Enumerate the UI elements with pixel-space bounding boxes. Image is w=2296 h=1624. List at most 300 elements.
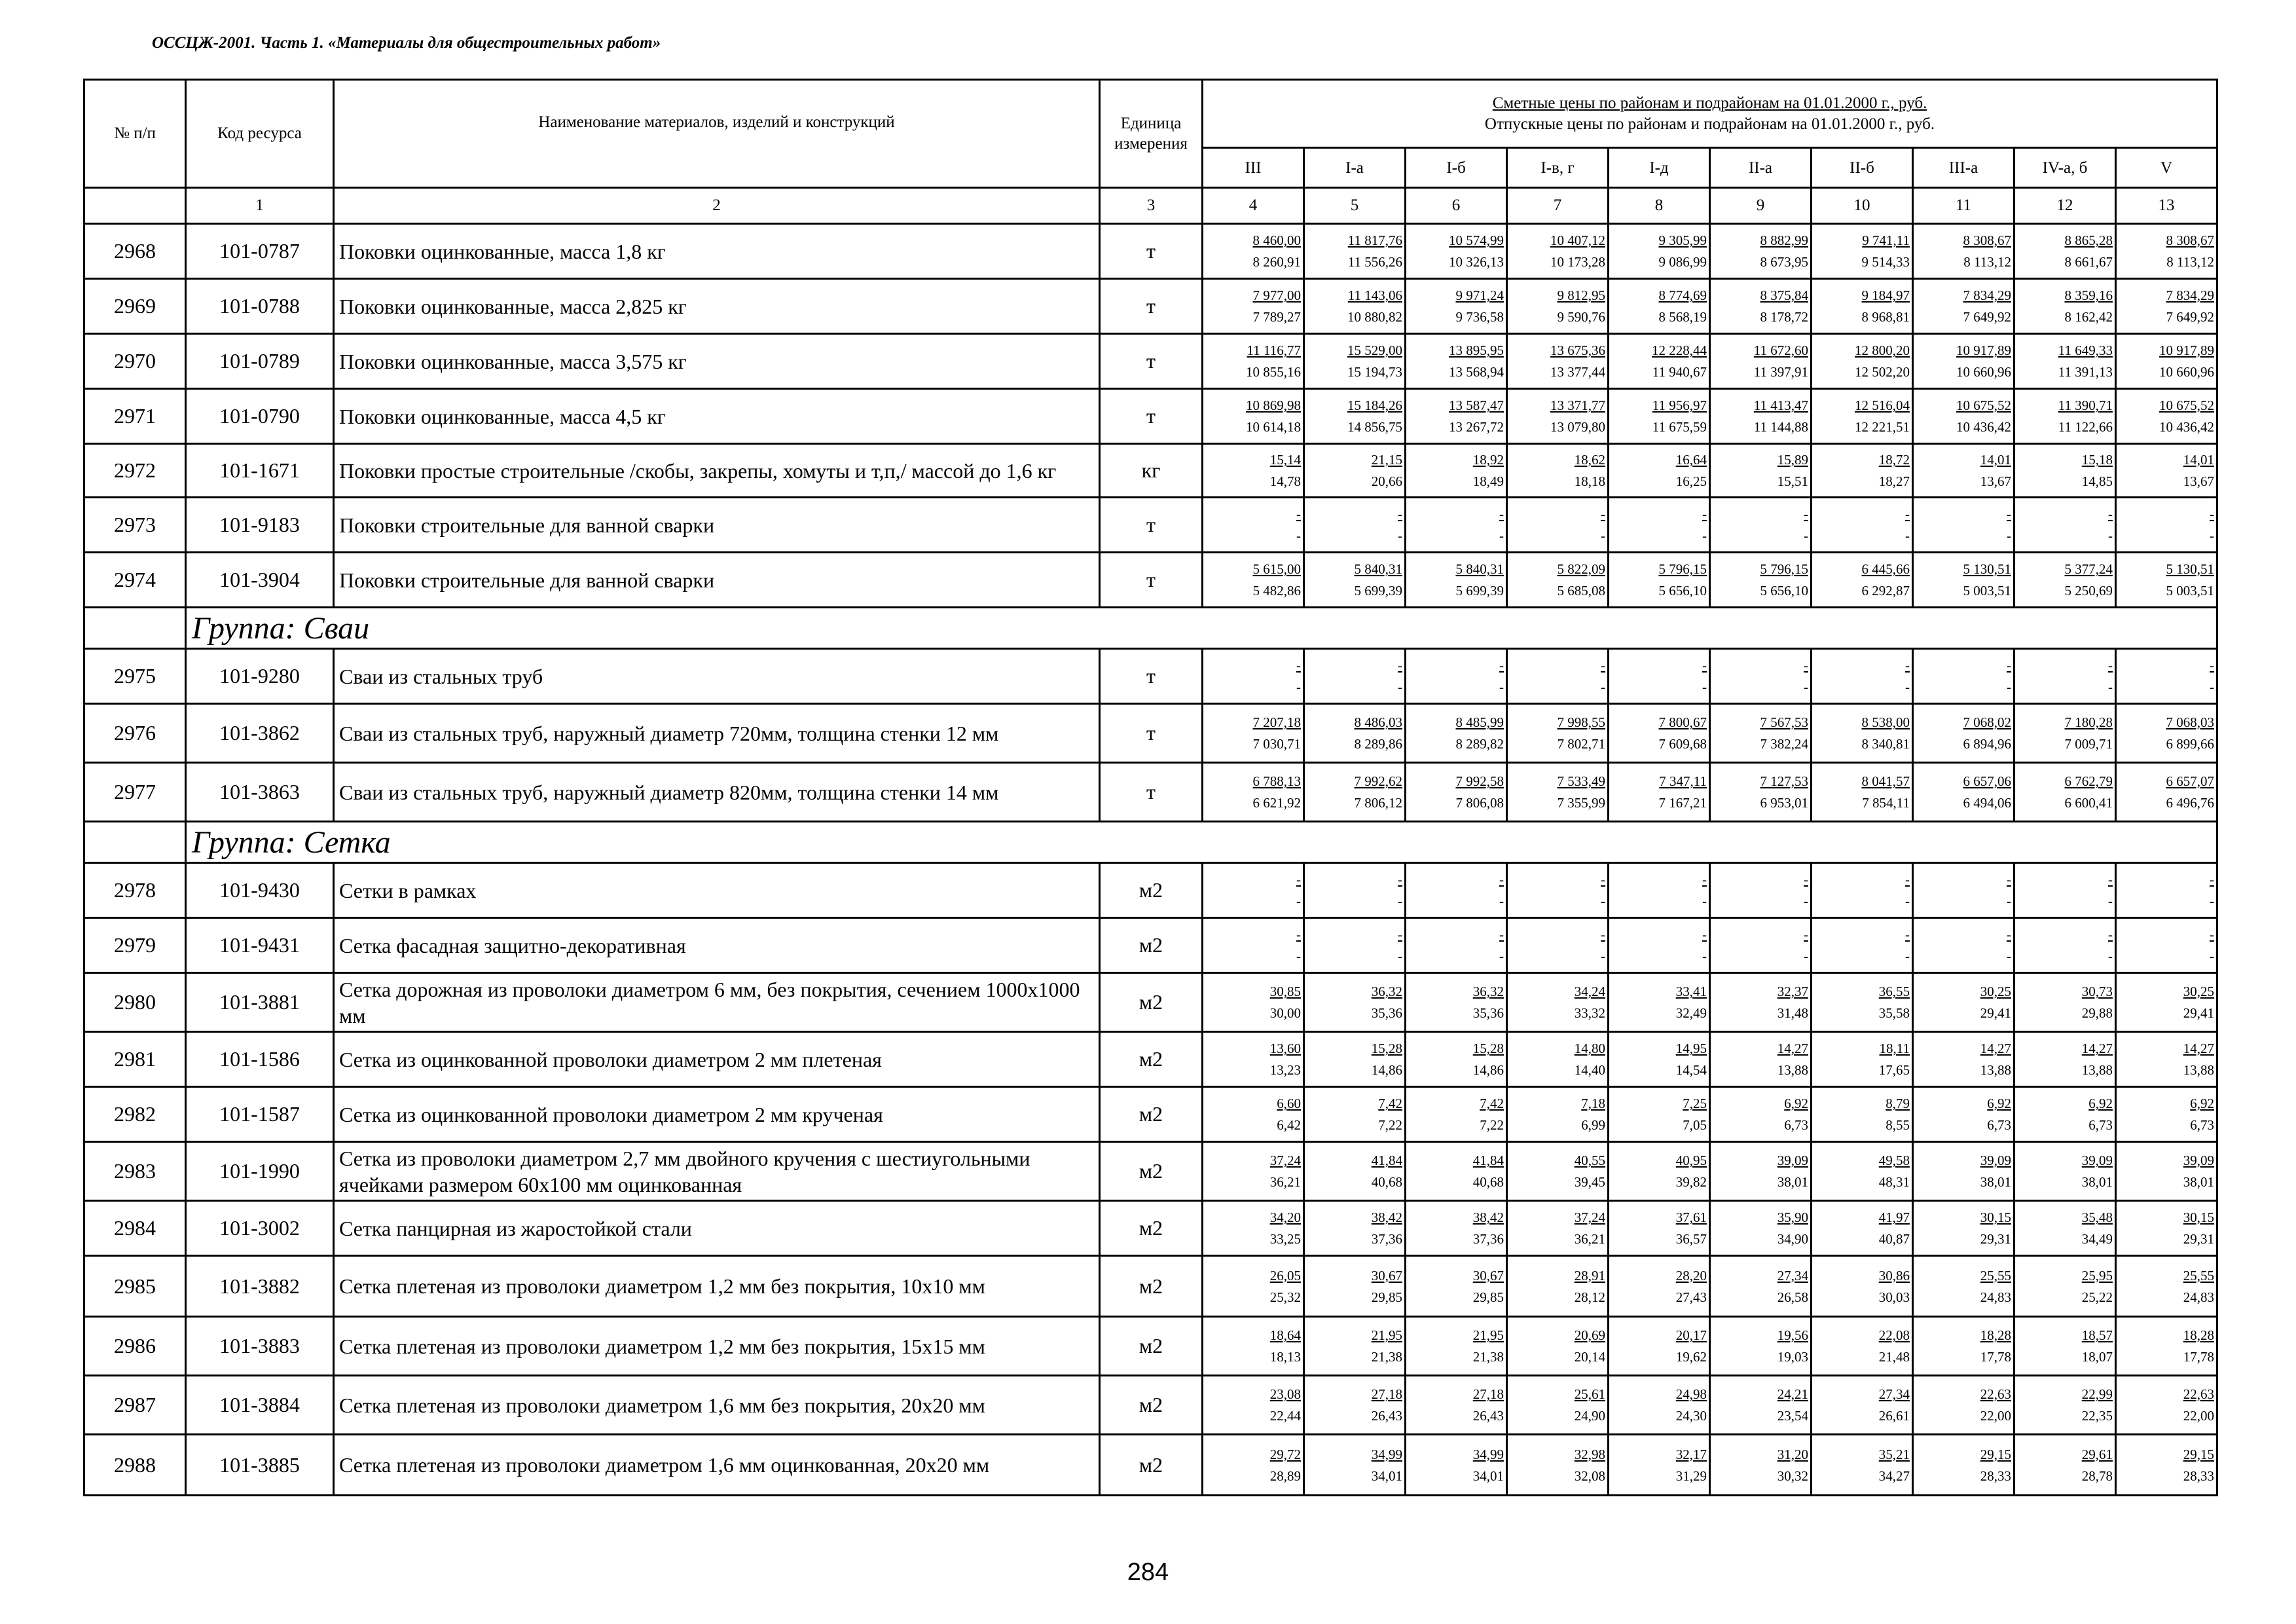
release-price: 36,57 <box>1675 1231 1707 1247</box>
price-cell <box>1812 444 1913 498</box>
release-price: - <box>2210 528 2215 544</box>
price-cell <box>1304 1201 1406 1256</box>
price-cell <box>2014 389 2116 444</box>
release-price: 14,40 <box>1574 1062 1605 1078</box>
resource-code: 101-3863 <box>186 763 334 822</box>
price-cell <box>2014 1376 2116 1435</box>
estimate-price: - <box>1398 927 1402 942</box>
price-cell <box>1304 973 1406 1032</box>
estimate-price: 31,20 <box>1777 1446 1808 1462</box>
resource-code: 101-1990 <box>186 1142 334 1201</box>
release-price: 24,90 <box>1574 1408 1605 1424</box>
estimate-price: - <box>2210 657 2215 673</box>
release-price: 10 326,13 <box>1449 254 1504 270</box>
price-cell <box>1406 1376 1507 1435</box>
table-row <box>84 224 2217 279</box>
estimate-price: 6,60 <box>1277 1096 1301 1111</box>
estimate-price: 5 822,09 <box>1557 561 1605 577</box>
resource-code: 101-3882 <box>186 1256 334 1317</box>
price-cell <box>1304 334 1406 389</box>
header-code: Код ресурса <box>186 80 334 188</box>
material-name: Поковки простые строительные /скобы, закрепы, хомуты и т,п,/ массой до 1,6 кг <box>334 444 1100 498</box>
estimate-price: 6,92 <box>1987 1096 2011 1111</box>
release-price: 6,73 <box>1987 1117 2011 1133</box>
estimate-price: - <box>2210 872 2215 887</box>
row-number: 2979 <box>84 918 186 973</box>
price-cell <box>1710 389 1812 444</box>
estimate-price: 10 917,89 <box>1956 342 2011 358</box>
release-price: 6,99 <box>1581 1117 1605 1133</box>
estimate-price: 21,95 <box>1371 1327 1402 1343</box>
estimate-price: 5 840,31 <box>1354 561 1402 577</box>
price-cell <box>1203 918 1304 973</box>
release-price: 24,83 <box>2183 1289 2215 1305</box>
resource-code: 101-1586 <box>186 1032 334 1087</box>
price-cell <box>2116 1435 2217 1496</box>
estimate-price: - <box>1702 872 1707 887</box>
release-price: 25,32 <box>1269 1289 1301 1305</box>
estimate-price: 25,95 <box>2081 1267 2113 1283</box>
release-price: 14,54 <box>1675 1062 1707 1078</box>
estimate-price: 30,67 <box>1472 1267 1504 1283</box>
unit-of-measure: кг <box>1100 444 1203 498</box>
price-cell <box>2014 973 2116 1032</box>
estimate-price: - <box>1499 927 1504 942</box>
release-price: 36,21 <box>1574 1231 1605 1247</box>
table-row <box>84 918 2217 973</box>
table-row <box>84 763 2217 822</box>
estimate-price: 12 800,20 <box>1855 342 1910 358</box>
release-price: 29,85 <box>1472 1289 1504 1305</box>
price-cell <box>1812 1142 1913 1201</box>
estimate-price: 39,09 <box>1777 1153 1808 1168</box>
release-price: 21,38 <box>1472 1349 1504 1365</box>
price-cell <box>2014 1317 2116 1376</box>
release-price: 7,22 <box>1378 1117 1402 1133</box>
price-cell <box>2116 334 2217 389</box>
price-cell <box>1812 763 1913 822</box>
release-price: - <box>1601 948 1605 964</box>
release-price: 40,68 <box>1472 1174 1504 1190</box>
estimate-price: 8 359,16 <box>2064 287 2113 303</box>
estimate-price: 6,92 <box>1784 1096 1808 1111</box>
estimate-price: 8 308,67 <box>2166 232 2215 248</box>
estimate-price: - <box>2108 657 2113 673</box>
price-cell <box>1406 863 1507 918</box>
price-cell <box>1406 389 1507 444</box>
unit-of-measure: т <box>1100 704 1203 763</box>
release-price: - <box>2210 679 2215 695</box>
estimate-price: 8 460,00 <box>1252 232 1301 248</box>
release-price: - <box>1398 893 1402 909</box>
price-cell <box>2014 1032 2116 1087</box>
release-price: 7 649,92 <box>1963 309 2011 325</box>
price-cell <box>1304 444 1406 498</box>
material-name: Поковки оцинкованные, масса 1,8 кг <box>334 224 1100 279</box>
price-cell <box>1507 334 1609 389</box>
unit-of-measure: м2 <box>1100 973 1203 1032</box>
estimate-price: 20,17 <box>1675 1327 1707 1343</box>
release-price: - <box>1905 893 1910 909</box>
release-price: 6 894,96 <box>1963 736 2011 752</box>
release-price: 26,61 <box>1878 1408 1910 1424</box>
resource-code: 101-3904 <box>186 553 334 608</box>
release-price: 29,31 <box>2183 1231 2215 1247</box>
release-price: 7 609,68 <box>1658 736 1707 752</box>
release-price: 17,78 <box>2183 1349 2215 1365</box>
price-cell <box>2014 918 2116 973</box>
release-price: 22,35 <box>2081 1408 2113 1424</box>
release-price: 11 940,67 <box>1652 364 1707 380</box>
price-cell <box>1406 1032 1507 1087</box>
release-price: 8 289,86 <box>1354 736 1402 752</box>
estimate-price: 34,24 <box>1574 984 1605 999</box>
price-cell <box>2014 553 2116 608</box>
estimate-price: 10 917,89 <box>2159 342 2215 358</box>
price-cell <box>1812 863 1913 918</box>
release-price: - <box>1296 893 1301 909</box>
price-cell <box>2014 649 2116 704</box>
estimate-price: 10 869,98 <box>1246 397 1301 413</box>
header-index <box>84 188 186 224</box>
price-cell <box>1609 1376 1710 1435</box>
price-cell <box>1507 1256 1609 1317</box>
release-price: - <box>1702 948 1707 964</box>
price-cell <box>1507 1201 1609 1256</box>
header-prices <box>1203 80 2217 148</box>
price-cell <box>1203 1317 1304 1376</box>
price-cell <box>1609 498 1710 553</box>
estimate-price: 40,55 <box>1574 1153 1605 1168</box>
estimate-price: 7 567,53 <box>1760 714 1808 730</box>
estimate-price: - <box>1804 506 1808 522</box>
release-price: 6 496,76 <box>2166 795 2215 811</box>
estimate-price: 22,08 <box>1878 1327 1910 1343</box>
price-cell <box>1406 279 1507 334</box>
price-cell <box>1406 1435 1507 1496</box>
estimate-price: 7 800,67 <box>1658 714 1707 730</box>
estimate-price: 7 834,29 <box>2166 287 2215 303</box>
release-price: 12 221,51 <box>1855 419 1910 435</box>
release-price: 28,33 <box>2183 1467 2215 1484</box>
price-cell <box>1710 1435 1812 1496</box>
release-price: - <box>1804 893 1808 909</box>
release-price: 9 736,58 <box>1455 309 1504 325</box>
price-cell <box>2116 498 2217 553</box>
release-price: 7,22 <box>1480 1117 1504 1133</box>
release-price: 7 009,71 <box>2064 736 2113 752</box>
price-cell <box>1609 1435 1710 1496</box>
price-cell <box>1507 444 1609 498</box>
release-price: 5 482,86 <box>1252 583 1301 599</box>
price-cell <box>1406 334 1507 389</box>
release-price: 33,32 <box>1574 1005 1605 1021</box>
estimate-price: 7 992,58 <box>1455 773 1504 789</box>
group-spacer <box>84 608 186 649</box>
header-row <box>84 80 2217 148</box>
row-number: 2971 <box>84 389 186 444</box>
price-cell <box>1710 1087 1812 1142</box>
release-price: 39,45 <box>1574 1174 1605 1190</box>
resource-code: 101-0789 <box>186 334 334 389</box>
header-region: II-а <box>1710 148 1812 188</box>
price-cell <box>1406 1201 1507 1256</box>
header-unit: Единица измерения <box>1100 80 1203 188</box>
table-row <box>84 1376 2217 1435</box>
price-cell <box>1406 1317 1507 1376</box>
estimate-price: 35,21 <box>1878 1446 1910 1462</box>
price-cell <box>2116 973 2217 1032</box>
estimate-price: 30,25 <box>1980 984 2011 999</box>
price-cell <box>1812 918 1913 973</box>
release-price: 34,01 <box>1371 1467 1402 1484</box>
price-cell <box>1710 1032 1812 1087</box>
material-name: Сетка плетеная из проволоки диаметром 1,6 мм оцинкованная, 20х20 мм <box>334 1435 1100 1496</box>
price-cell <box>2116 863 2217 918</box>
release-price: 15 194,73 <box>1347 364 1402 380</box>
release-price: 5 699,39 <box>1354 583 1402 599</box>
release-price: 7 802,71 <box>1557 736 1605 752</box>
estimate-price: 36,55 <box>1878 984 1910 999</box>
release-price: - <box>1702 893 1707 909</box>
price-cell <box>1507 1435 1609 1496</box>
price-cell <box>1710 1256 1812 1317</box>
header-region: V <box>2116 148 2217 188</box>
price-cell <box>1507 1317 1609 1376</box>
estimate-price: 8 041,57 <box>1861 773 1910 789</box>
price-cell <box>1203 863 1304 918</box>
price-cell <box>1203 1087 1304 1142</box>
release-price: 6 899,66 <box>2166 736 2215 752</box>
price-cell <box>1812 334 1913 389</box>
table-row <box>84 1201 2217 1256</box>
release-price: 38,01 <box>2183 1174 2215 1190</box>
release-price: 11 675,59 <box>1652 419 1707 435</box>
unit-of-measure: т <box>1100 498 1203 553</box>
resource-code: 101-9431 <box>186 918 334 973</box>
estimate-price: 7 533,49 <box>1557 773 1605 789</box>
price-cell <box>1812 704 1913 763</box>
estimate-price: 8 538,00 <box>1861 714 1910 730</box>
estimate-price: 8 308,67 <box>1963 232 2011 248</box>
price-cell <box>1812 279 1913 334</box>
estimate-price: 5 796,15 <box>1760 561 1808 577</box>
table-row <box>84 1435 2217 1496</box>
table-row <box>84 1087 2217 1142</box>
estimate-price: 27,34 <box>1777 1267 1808 1283</box>
estimate-price: 11 390,71 <box>2058 397 2113 413</box>
material-name: Сетка фасадная защитно-декоративная <box>334 918 1100 973</box>
price-cell <box>1609 389 1710 444</box>
price-cell <box>1203 763 1304 822</box>
unit-of-measure: т <box>1100 389 1203 444</box>
price-cell <box>2116 444 2217 498</box>
price-cell <box>1710 444 1812 498</box>
price-cell <box>1710 863 1812 918</box>
release-price: 7 355,99 <box>1557 795 1605 811</box>
price-cell <box>2116 704 2217 763</box>
estimate-price: 15,14 <box>1269 452 1301 468</box>
price-cell <box>2014 334 2116 389</box>
estimate-price: 18,11 <box>1879 1041 1910 1056</box>
release-price: 34,27 <box>1878 1467 1910 1484</box>
release-price: 13,67 <box>2183 473 2215 489</box>
price-cell <box>1812 498 1913 553</box>
estimate-price: 15,28 <box>1472 1041 1504 1056</box>
release-price: - <box>1296 679 1301 695</box>
price-cell <box>1913 1142 2014 1201</box>
release-price: 29,41 <box>1980 1005 2011 1021</box>
release-price: 7 854,11 <box>1862 795 1910 811</box>
price-cell <box>1304 918 1406 973</box>
price-cell <box>1203 1435 1304 1496</box>
price-cell <box>2014 1256 2116 1317</box>
estimate-price: 34,20 <box>1269 1209 1301 1225</box>
price-cell <box>2116 224 2217 279</box>
price-cell <box>1507 1142 1609 1201</box>
release-price: 28,78 <box>2081 1467 2113 1484</box>
release-price: 7 167,21 <box>1658 795 1707 811</box>
estimate-price: 37,24 <box>1574 1209 1605 1225</box>
price-cell <box>1406 224 1507 279</box>
material-name: Поковки оцинкованные, масса 2,825 кг <box>334 279 1100 334</box>
price-cell <box>1812 1317 1913 1376</box>
resource-code: 101-0787 <box>186 224 334 279</box>
price-cell <box>1913 763 2014 822</box>
estimate-price: 34,99 <box>1472 1446 1504 1462</box>
estimate-price: 39,09 <box>1980 1153 2011 1168</box>
price-cell <box>2116 649 2217 704</box>
estimate-price: 11 817,76 <box>1347 232 1402 248</box>
header-region: II-б <box>1812 148 1913 188</box>
estimate-price: 27,18 <box>1472 1386 1504 1402</box>
release-price: 7 806,12 <box>1354 795 1402 811</box>
row-number: 2970 <box>84 334 186 389</box>
price-cell <box>2014 1201 2116 1256</box>
estimate-price: 30,25 <box>2183 984 2215 999</box>
estimate-price: 16,64 <box>1675 452 1707 468</box>
estimate-price: 5 130,51 <box>1963 561 2011 577</box>
material-name: Сетка из оцинкованной проволоки диаметром 2 мм крученая <box>334 1087 1100 1142</box>
price-cell <box>2014 1142 2116 1201</box>
price-cell <box>1812 1201 1913 1256</box>
resource-code: 101-3883 <box>186 1317 334 1376</box>
resource-code: 101-3862 <box>186 704 334 763</box>
estimate-price: 23,08 <box>1269 1386 1301 1402</box>
release-price: 10 660,96 <box>2159 364 2215 380</box>
resource-code: 101-3885 <box>186 1435 334 1496</box>
price-cell <box>2116 1032 2217 1087</box>
estimate-price: 5 130,51 <box>2166 561 2215 577</box>
price-cell <box>1710 1317 1812 1376</box>
release-price: 14,85 <box>2081 473 2113 489</box>
price-cell <box>2116 1256 2217 1317</box>
price-cell <box>1913 704 2014 763</box>
estimate-price: 10 574,99 <box>1449 232 1504 248</box>
release-price: 13 079,80 <box>1550 419 1605 435</box>
price-cell <box>1609 763 1710 822</box>
price-cell <box>1203 973 1304 1032</box>
release-price: 22,00 <box>2183 1408 2215 1424</box>
estimate-price: - <box>1905 872 1910 887</box>
price-cell <box>1304 649 1406 704</box>
estimate-price: 30,85 <box>1269 984 1301 999</box>
estimate-price: 11 143,06 <box>1347 287 1402 303</box>
price-cell <box>2116 553 2217 608</box>
release-price: 15,51 <box>1777 473 1808 489</box>
resource-code: 101-0790 <box>186 389 334 444</box>
group-row <box>84 822 2217 863</box>
release-price: 13 377,44 <box>1550 364 1605 380</box>
price-cell <box>1406 498 1507 553</box>
release-price: - <box>1905 528 1910 544</box>
estimate-price: 9 741,11 <box>1862 232 1910 248</box>
estimate-price: 7,42 <box>1480 1096 1504 1111</box>
header-prices-estimate: Сметные цены по районам и подрайонам на 01.01.2000 г., руб. <box>1492 94 1927 113</box>
release-price: 23,54 <box>1777 1408 1808 1424</box>
estimate-price: - <box>1601 872 1605 887</box>
price-cell <box>1609 553 1710 608</box>
release-price: 7 382,24 <box>1760 736 1808 752</box>
release-price: 7 030,71 <box>1252 736 1301 752</box>
estimate-price: - <box>2108 506 2113 522</box>
price-cell <box>1304 763 1406 822</box>
unit-of-measure: м2 <box>1100 1435 1203 1496</box>
header-index: 1 <box>186 188 334 224</box>
estimate-price: 29,15 <box>1980 1446 2011 1462</box>
price-cell <box>1304 1256 1406 1317</box>
header-region: I-д <box>1609 148 1710 188</box>
estimate-price: 38,42 <box>1371 1209 1402 1225</box>
estimate-price: 30,73 <box>2081 984 2113 999</box>
price-cell <box>1710 704 1812 763</box>
estimate-price: 30,67 <box>1371 1267 1402 1283</box>
price-cell <box>1913 1201 2014 1256</box>
estimate-price: 34,99 <box>1371 1446 1402 1462</box>
price-cell <box>1913 498 2014 553</box>
group-title: Группа: Сваи <box>186 608 2217 649</box>
material-name: Сваи из стальных труб, наружный диаметр 820мм, толщина стенки 14 мм <box>334 763 1100 822</box>
price-cell <box>1913 279 2014 334</box>
price-cell <box>1406 1087 1507 1142</box>
header-index: 12 <box>2014 188 2116 224</box>
estimate-price: 14,27 <box>2081 1041 2113 1056</box>
price-cell <box>1203 334 1304 389</box>
estimate-price: - <box>1499 657 1504 673</box>
release-price: 8 260,91 <box>1252 254 1301 270</box>
release-price: - <box>2108 528 2113 544</box>
header-region: I-в, г <box>1507 148 1609 188</box>
price-cell <box>1710 763 1812 822</box>
release-price: 29,41 <box>2183 1005 2215 1021</box>
estimate-price: 12 228,44 <box>1652 342 1707 358</box>
price-cell <box>1609 704 1710 763</box>
estimate-price: - <box>2007 927 2011 942</box>
material-name: Сваи из стальных труб <box>334 649 1100 704</box>
estimate-price: 41,97 <box>1878 1209 1910 1225</box>
estimate-price: - <box>1601 506 1605 522</box>
release-price: 14,86 <box>1371 1062 1402 1078</box>
row-number: 2975 <box>84 649 186 704</box>
release-price: 34,01 <box>1472 1467 1504 1484</box>
release-price: 26,58 <box>1777 1289 1808 1305</box>
price-cell <box>1304 389 1406 444</box>
estimate-price: 5 796,15 <box>1658 561 1707 577</box>
estimate-price: 39,09 <box>2081 1153 2113 1168</box>
price-cell <box>1812 224 1913 279</box>
price-cell <box>1913 973 2014 1032</box>
release-price: - <box>2108 948 2113 964</box>
